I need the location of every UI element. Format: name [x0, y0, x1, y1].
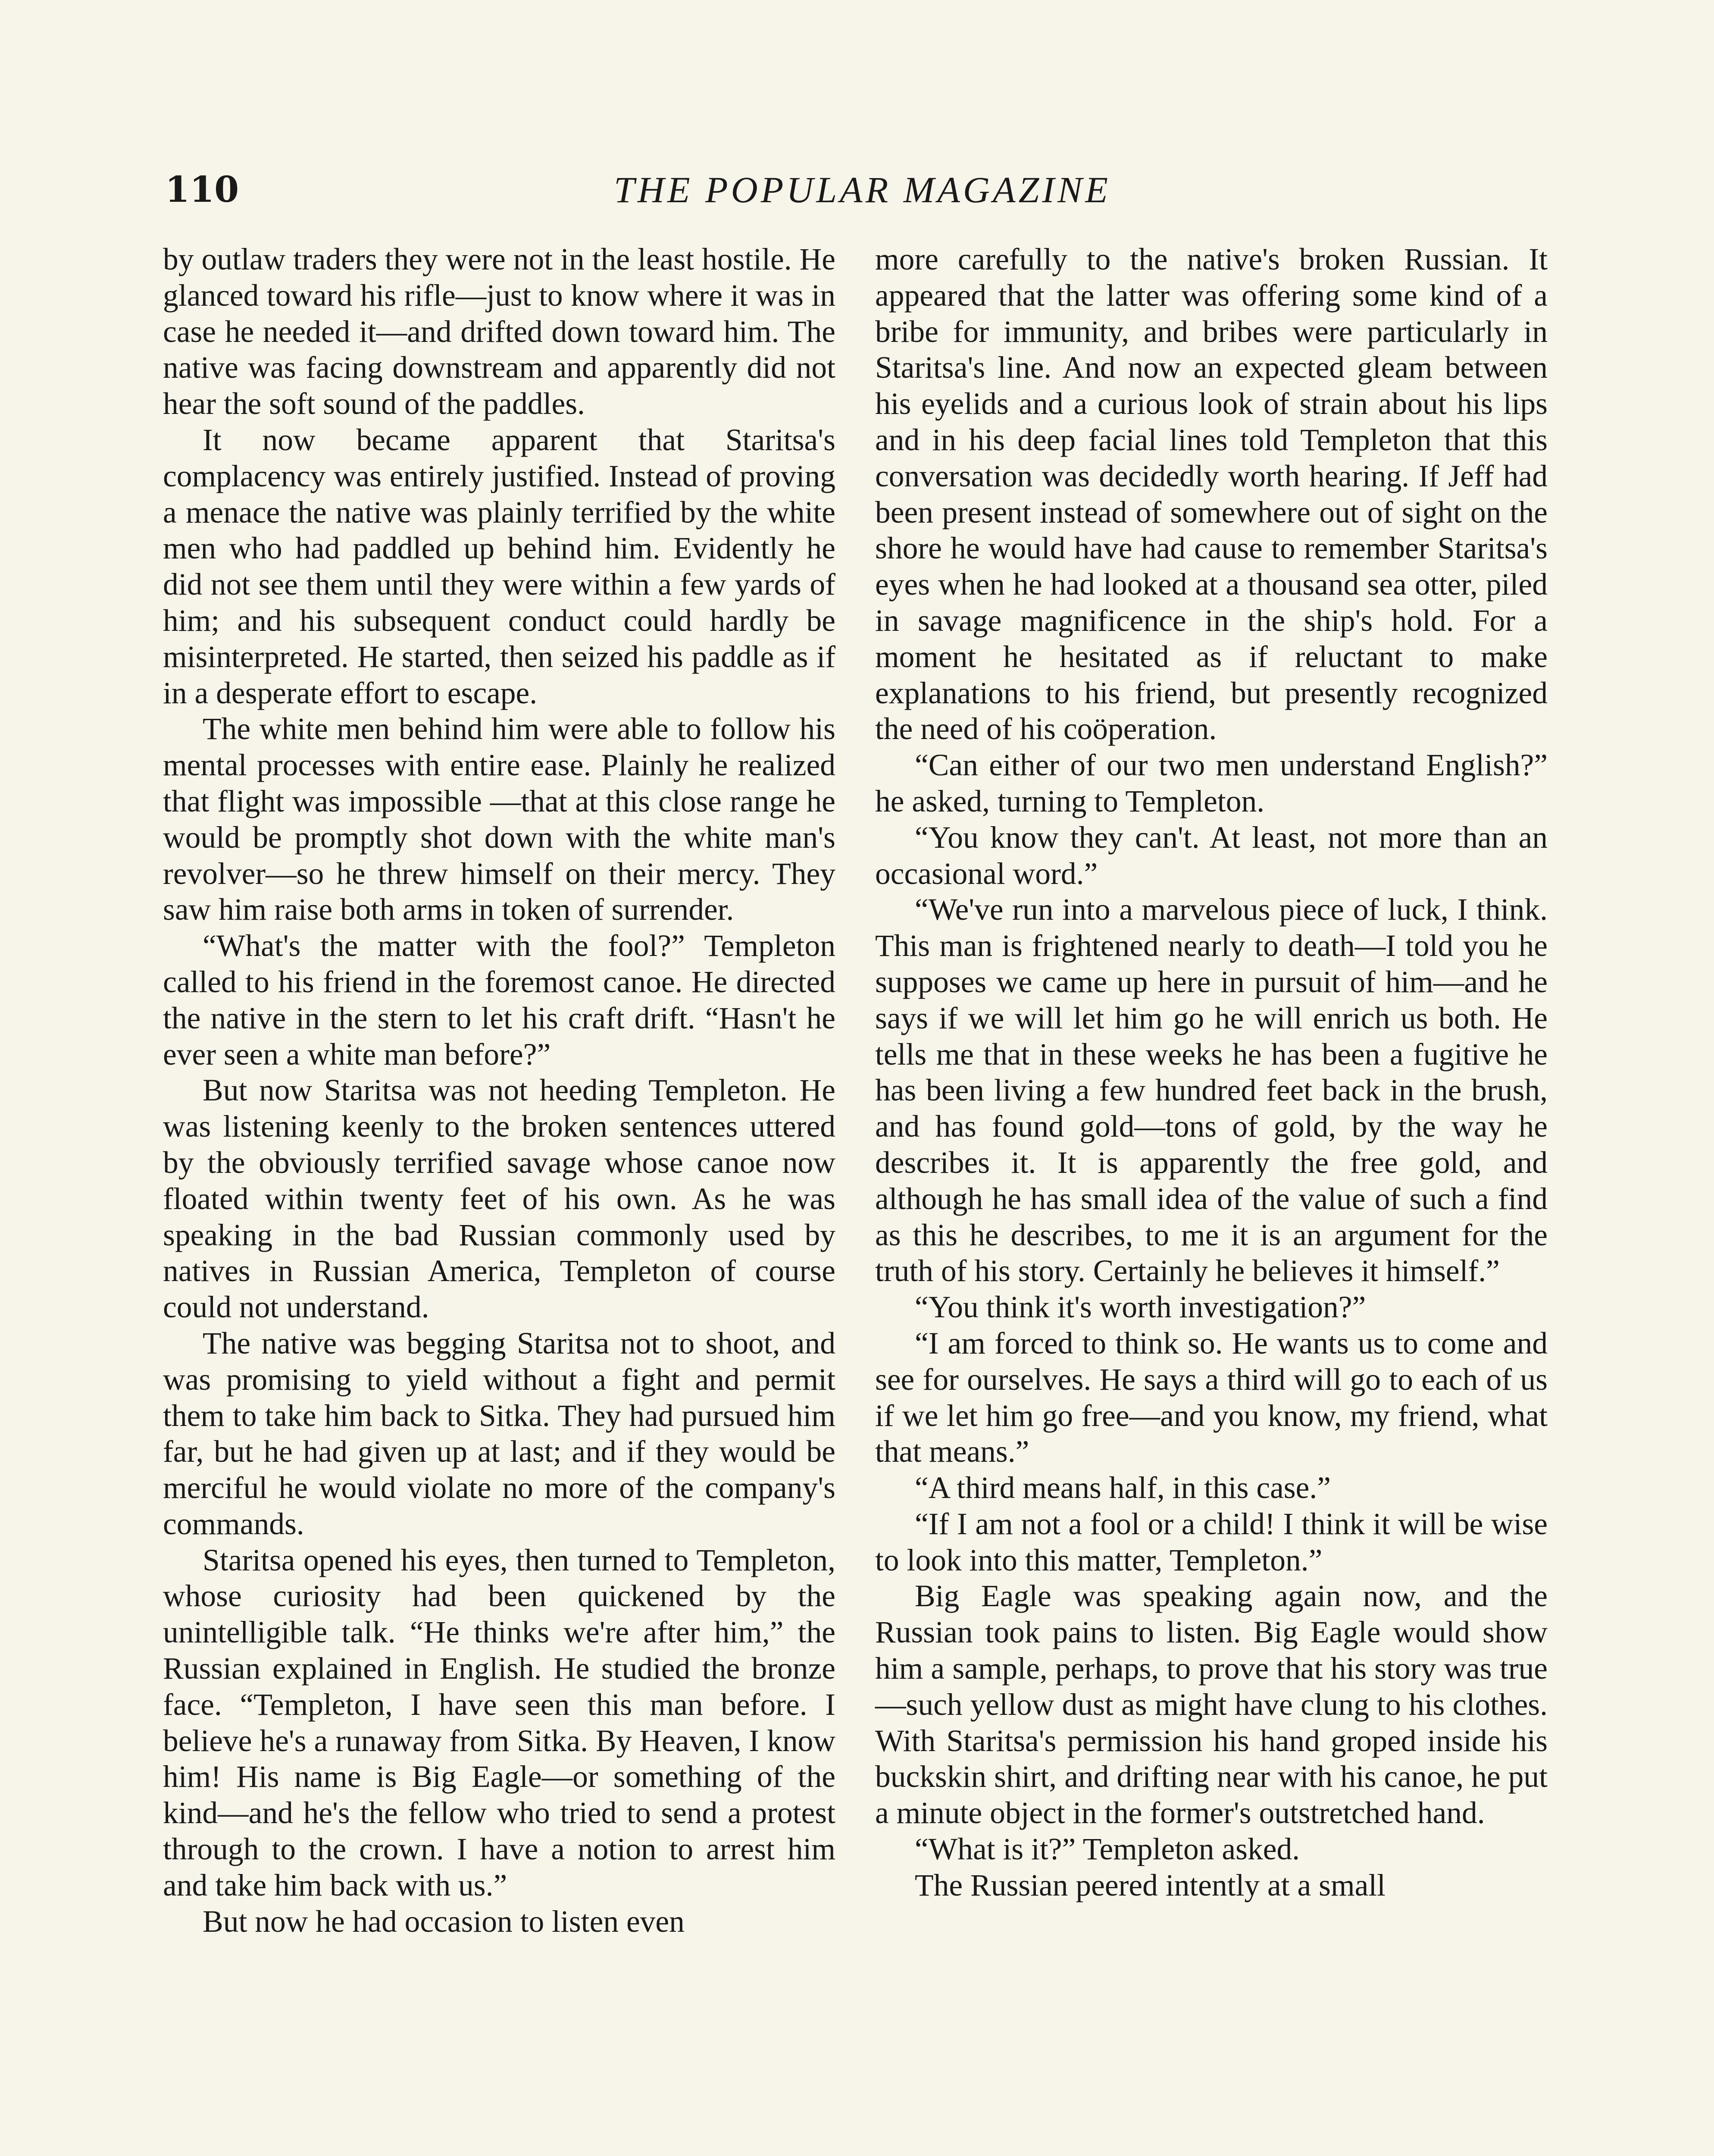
paragraph: Staritsa opened his eyes, then turned to Templeton, whose curiosity had been quickened by the unintelligible talk. “He thinks we're after him,” the Russian explained in English. He studied the bronze face. “Templeton, I have seen this man before. I believe he's a runaway from Sitka. By Heaven, I know him! His name is Big Eagle—or something of the kind—and he's the fellow who tried to send a protest through to the crown. I have a notion to arrest him and take him back with us.” [163, 1543, 835, 1902]
paragraph: “A third means half, in this case.” [915, 1471, 1331, 1505]
paragraph: The Russian peered intently at a small [915, 1868, 1386, 1902]
paragraph: “If I am not a fool or a child! I think it will be wise to look into this matter, Templeton.” [875, 1507, 1548, 1577]
right-column [875, 241, 1548, 1904]
paragraph: “You know they can't. At least, not more than an occasional word.” [875, 820, 1548, 891]
paragraph: “You think it's worth investigation?” [915, 1290, 1366, 1325]
page-header [165, 166, 1560, 213]
paragraph: The native was begging Staritsa not to shoot, and was promising to yield without a fight and permit them to take him back to Sitka. They had pursued him far, but he had given up at last; and if they would be merciful he would violate no more of the company's commands. [163, 1326, 835, 1541]
paragraph: “I am forced to think so. He wants us to come and see for ourselves. He says a third will go to each of us if we let him go free—and you know, my friend, what that means.” [875, 1326, 1548, 1469]
paragraph: But now Staritsa was not heeding Templeton. He was listening keenly to the broken sentences uttered by the obviously terrified savage whose canoe now floated within twenty feet of his own. As he was speaking in the bad Russian commonly used by natives in Russian America, Templeton of course could not understand. [163, 1073, 835, 1325]
left-column [163, 241, 835, 1940]
running-head: THE POPULAR MAGAZINE [614, 169, 1111, 210]
paragraph: But now he had occasion to listen even [203, 1904, 685, 1939]
paragraph: The white men behind him were able to follow his mental processes with entire ease. Plainly he realized that flight was impossible —that at this close range he would be promptly shot down with the white man's revolver—so he threw himself on their mercy. They saw him raise both arms in token of surrender. [163, 712, 835, 927]
paragraph: more carefully to the native's broken Russian. It appeared that the latter was offering some kind of a bribe for immunity, and bribes were particularly in Staritsa's line. And now an expected gleam between his eyelids and a curious look of strain about his lips and in his deep facial lines told Templeton that this conversation was decidedly worth hearing. If Jeff had been present instead of somewhere out of sight on the shore he would have had cause to remember Staritsa's eyes when he had looked at a thousand sea otter, piled in savage magnificence in the ship's hold. For a moment he hesitated as if reluctant to make explanations to his friend, but presently recognized the need of his coöperation. [875, 242, 1548, 746]
paragraph: “We've run into a marvelous piece of luck, I think. This man is frightened nearly to death—I told you he supposes we came up here in pursuit of him—and he says if we will let him go he will enrich us both. He tells me that in these weeks he has been a fugitive he has been living a few hundred feet back in the brush, and has found gold—tons of gold, by the way he describes it. It is apparently the free gold, and although he has small idea of the value of such a find as this he describes, to me it is an argument for the truth of his story. Certainly he believes it himself.” [875, 893, 1548, 1288]
paragraph: “Can either of our two men understand English?” he asked, turning to Templeton. [875, 748, 1548, 818]
paragraph: “What's the matter with the fool?” Templeton called to his friend in the foremost canoe. He directed the native in the stern to let his craft drift. “Hasn't he ever seen a white man before?” [163, 929, 835, 1072]
paragraph: Big Eagle was speaking again now, and the Russian took pains to listen. Big Eagle would show him a sample, perhaps, to prove that his story was true—such yellow dust as might have clung to his clothes. With Staritsa's permission his hand groped inside his buckskin shirt, and drifting near with his canoe, he put a minute object in the former's outstretched hand. [875, 1579, 1548, 1830]
page-number: 110 [165, 169, 239, 210]
paragraph: “What is it?” Templeton asked. [915, 1832, 1300, 1867]
paragraph: It now became apparent that Staritsa's complacency was entirely justified. Instead of proving a menace the native was plainly terrified by the white men who had paddled up behind him. Evidently he did not see them until they were within a few yards of him; and his subsequent conduct could hardly be misinterpreted. He started, then seized his paddle as if in a desperate effort to escape. [163, 423, 835, 710]
paragraph: by outlaw traders they were not in the least hostile. He glanced toward his rifle—just to know where it was in case he needed it—and drifted down toward him. The native was facing downstream and apparently did not hear the soft sound of the paddles. [163, 242, 835, 421]
